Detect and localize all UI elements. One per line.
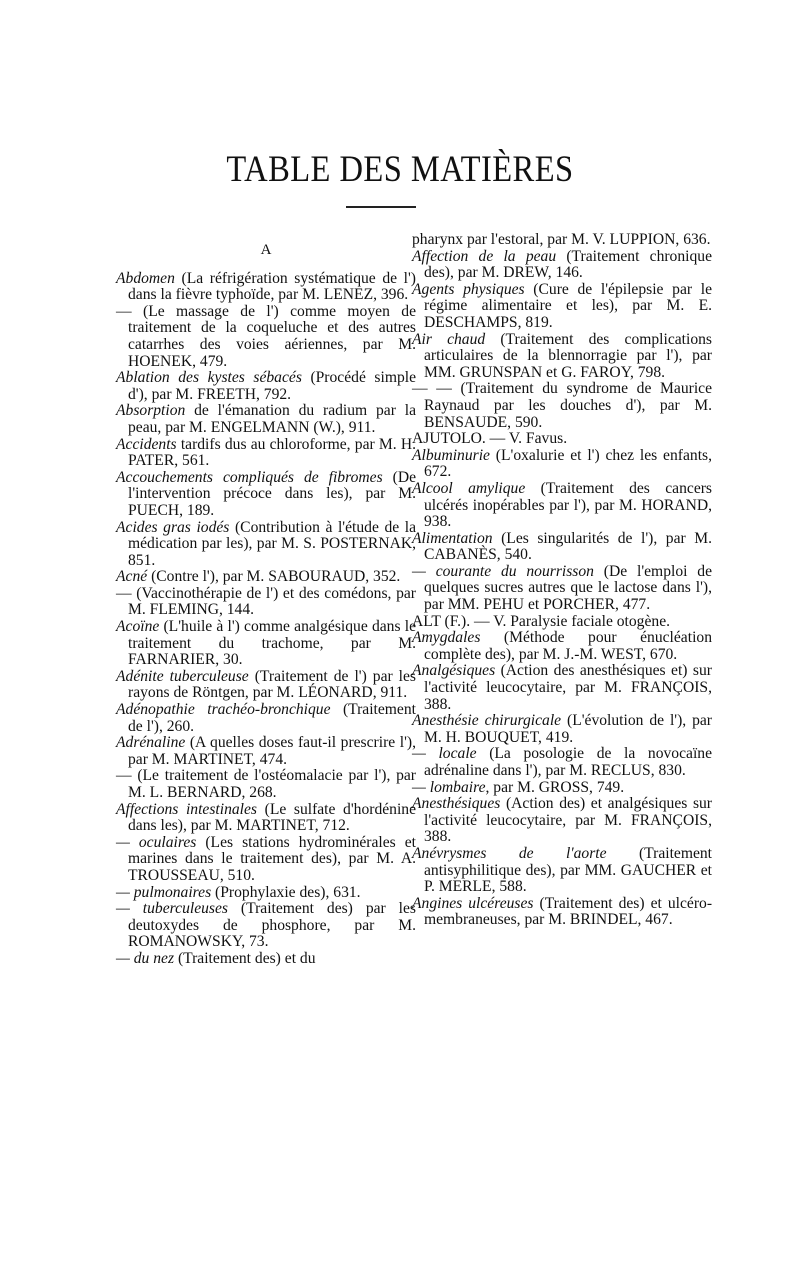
entry-text: (Traitement des cancers ulcérés inopérables par l'), par M. HORAND, 938. <box>424 479 713 531</box>
entry-heading: Angines ulcéreuses <box>412 894 534 912</box>
entry-text: (Action des anesthésiques et) sur l'activité leucocytaire, par M. FRANÇOIS, 388. <box>424 662 712 713</box>
entry-text: (L'huile à l') comme analgésique dans le traitement du trachome, par M. FARNARIER, 30. <box>128 618 416 669</box>
index-entry <box>412 780 712 797</box>
page-title: TABLE DES MATIÈRES <box>226 149 574 190</box>
title-divider <box>346 206 416 208</box>
entry-text: (L'oxalurie et l') chez les enfants, 672. <box>424 446 712 481</box>
entry-text: (La posologie de la novocaïne adrénaline dans l'), par M. RECLUS, 830. <box>424 745 712 779</box>
entry-text: pharynx par l'estoral, par M. V. LUPPION, 636. <box>412 231 711 248</box>
index-entry <box>412 896 712 929</box>
entry-text: (Traitement des) par les deutoxydes de phosphore, par M. ROMANOWSKY, 73. <box>128 900 416 951</box>
entry-text: (Traitement de l') par les rayons de Röntgen, par M. LÉONARD, 911. <box>128 667 416 702</box>
entry-text: (Cure de l'épilepsie par le régime alimentaire et les), par M. E. DESCHAMPS, 819. <box>424 280 712 331</box>
entry-text: (Traitement de l'), 260. <box>128 701 416 735</box>
entry-text: — — (Traitement du syndrome de Maurice Raynaud par les douches d'), par M. BENSAUDE, 590. <box>412 380 712 431</box>
index-entry <box>412 448 712 481</box>
entry-heading: Accidents <box>116 435 177 453</box>
index-entry <box>116 768 416 801</box>
entry-text: ALT (F.). — V. Paralysie faciale otogène. <box>412 612 671 630</box>
index-entry <box>412 249 712 282</box>
entry-heading: Analgésiques <box>412 662 496 680</box>
index-entry <box>116 885 416 902</box>
entry-text: (Traitement antisyphilitique des), par MM. GAUCHER et P. MERLE, 588. <box>424 844 713 896</box>
index-entry <box>116 901 416 951</box>
entry-text: — (Vaccinothérapie de l') et des comédons, par M. FLEMING, 144. <box>116 584 416 619</box>
entry-heading: Adénite tuberculeuse <box>116 667 249 685</box>
entry-heading: Adrénaline <box>116 734 186 752</box>
index-entry <box>116 702 416 735</box>
entry-heading: Ablation des kystes sébacés <box>116 369 302 387</box>
index-entry <box>116 569 416 586</box>
index-entry <box>412 282 712 332</box>
index-column-left <box>116 232 416 968</box>
entry-text: (Traitement chronique des), par M. DREW, 146. <box>424 247 712 282</box>
entry-heading: — locale <box>412 745 477 763</box>
entry-text: (De l'intervention précoce dans les), par M. PUECH, 189. <box>128 468 417 519</box>
index-entry <box>116 669 416 702</box>
index-entry <box>116 437 416 470</box>
entry-heading: Anévrysmes de l'aorte <box>412 844 607 862</box>
entry-text: (Traitement des) et ulcéro-membraneuses, par M. BRINDEL, 467. <box>424 894 713 929</box>
index-entry <box>116 802 416 835</box>
entry-text: (Les singularités de l'), par M. CABANÈS, 540. <box>424 529 712 564</box>
entry-text: (Le sulfate d'hordénine dans les), par M. MARTINET, 712. <box>128 800 417 835</box>
index-entry <box>412 481 712 531</box>
entry-heading: Alcool amylique <box>412 479 526 497</box>
index-entry <box>116 370 416 403</box>
index-entry <box>116 951 416 968</box>
index-entry <box>412 332 712 382</box>
index-entry <box>116 835 416 885</box>
section-letter: A <box>260 242 272 258</box>
entry-text: — (Le traitement de l'ostéomalacie par l'), par M. L. BERNARD, 268. <box>116 767 416 801</box>
index-entry <box>412 713 712 746</box>
entry-heading: Accouchements compliqués de fibromes <box>116 468 383 486</box>
entry-heading: Anesthésie chirurgicale <box>412 712 562 730</box>
index-entry <box>116 619 416 669</box>
right-entries-list <box>412 232 712 929</box>
entry-heading: Affection de la peau <box>412 247 557 265</box>
index-column-right <box>412 232 712 929</box>
index-entry <box>116 735 416 768</box>
index-entry <box>412 663 712 713</box>
index-entry <box>412 431 712 448</box>
entry-heading: Albuminurie <box>412 446 490 464</box>
entry-text: (De l'emploi de quelques sucres autres que le lactose dans l'), par MM. PEHU et PORCHER, 477. <box>424 562 712 614</box>
entry-text: (Contribution à l'étude de la médication par les), par M. S. POSTERNAK, 851. <box>128 518 416 569</box>
entry-text: — (Le massage de l') comme moyen de traitement de la coqueluche et des autres catarrhes des voies aériennes, par M. HOENEK, 479. <box>116 302 416 370</box>
index-entry <box>116 520 416 570</box>
entry-heading: Absorption <box>116 402 186 420</box>
entry-text: (Méthode pour énucléation complète des), par M. J.-M. WEST, 670. <box>424 629 712 663</box>
entry-text: de l'émanation du radium par la peau, par M. ENGELMANN (W.), 911. <box>128 402 416 436</box>
index-entry <box>116 470 416 520</box>
index-entry <box>116 271 416 304</box>
index-entry <box>412 531 712 564</box>
entry-heading: — tuberculeuses <box>116 900 228 918</box>
entry-heading: Acné <box>116 568 148 586</box>
entry-heading: — courante du nourrisson <box>412 562 594 580</box>
index-entry <box>116 403 416 436</box>
entry-text: (A quelles doses faut-il prescrire l'), par M. MARTINET, 474. <box>128 734 416 768</box>
entry-text: AJUTOLO. — V. Favus. <box>412 430 568 448</box>
entry-heading: Alimentation <box>412 529 493 547</box>
entry-heading: Agents physiques <box>412 280 525 298</box>
entry-heading: Adénopathie trachéo-bronchique <box>116 701 331 719</box>
entry-text: (Contre l'), par M. SABOURAUD, 352. <box>147 568 401 586</box>
entry-heading: Acoïne <box>116 618 160 636</box>
entry-text: , par M. GROSS, 749. <box>485 778 625 796</box>
left-entries-list <box>116 271 416 968</box>
index-entry <box>412 381 712 431</box>
entry-text: (Traitement des) et du <box>174 949 316 967</box>
entry-text: tardifs dus au chloroforme, par M. H. PATER, 561. <box>128 435 416 470</box>
entry-text: (Action des) et analgésiques sur l'activité leucocytaire, par M. FRANÇOIS, 388. <box>424 795 712 846</box>
index-entry <box>412 564 712 614</box>
entry-heading: — du nez <box>116 949 175 967</box>
entry-heading: Acides gras iodés <box>116 518 230 536</box>
index-entry <box>116 304 416 370</box>
index-entry <box>412 796 712 846</box>
entry-heading: — pulmonaires <box>116 883 212 901</box>
entry-text: (Prophylaxie des), 631. <box>211 883 361 901</box>
index-entry <box>412 630 712 663</box>
entry-text: (L'évolution de l'), par M. H. BOUQUET, 419. <box>424 712 712 746</box>
index-entry <box>412 232 712 249</box>
entry-text: (Procédé simple d'), par M. FREETH, 792. <box>128 369 416 403</box>
entry-text: (Les stations hydrominérales et marines dans le traitement des), par M. A. TROUSSEAU, 510. <box>128 833 416 884</box>
entry-text: (La réfrigération systématique de l') dans la fièvre typhoïde, par M. LENEZ, 396. <box>128 269 416 304</box>
index-entry <box>412 614 712 631</box>
entry-heading: Anesthésiques <box>412 795 501 813</box>
entry-heading: Affections intestinales <box>116 800 258 818</box>
entry-heading: Abdomen <box>116 269 175 287</box>
entry-heading: Air chaud <box>412 330 486 348</box>
index-entry <box>412 746 712 779</box>
index-entry <box>116 586 416 619</box>
entry-heading: — oculaires <box>116 833 197 851</box>
entry-heading: Amygdales <box>412 629 481 647</box>
entry-text: (Traitement des complications articulaires de la blennorragie par l'), par MM. GRUNSPAN et G. FAROY, 798. <box>424 330 712 381</box>
index-entry <box>412 846 712 896</box>
entry-heading: — lombaire <box>412 778 486 796</box>
